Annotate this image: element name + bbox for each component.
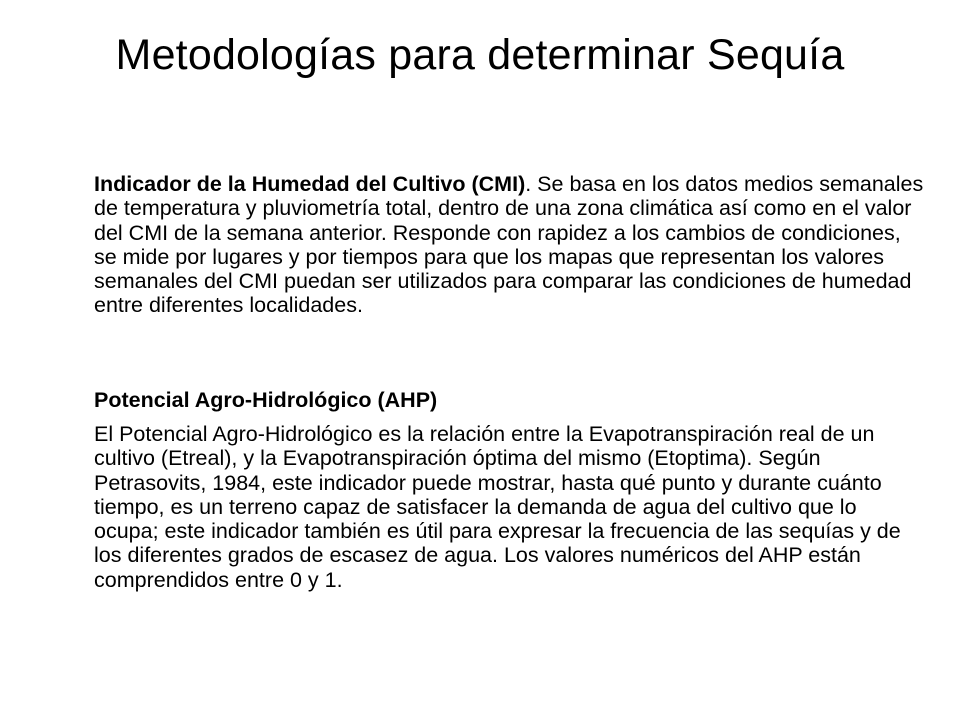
ahp-heading: Potencial Agro-Hidrológico (AHP) xyxy=(94,388,438,412)
cmi-paragraph xyxy=(94,172,924,318)
cmi-heading: Indicador de la Humedad del Cultivo (CMI) xyxy=(94,172,526,196)
slide-title: Metodologías para determinar Sequía xyxy=(115,31,845,79)
ahp-description: El Potencial Agro-Hidrológico es la relación entre la Evapotranspiración real de un cultivo (Etreal), y la Evapotranspiración óptima del mismo (Etoptima). Según Petrasovits, 1984, este indicador puede mostrar, hasta qué punto y durante cuánto tiempo, es un terreno capaz de satisfacer la demanda de agua del cultivo que lo ocupa; este indicador también es útil para expresar la frecuencia de las sequías y de los diferentes grados de escasez de agua. Los valores numéricos del AHP están comprendidos entre 0 y 1. xyxy=(94,422,901,592)
cmi-description: . Se basa en los datos medios semanales de temperatura y pluviometría total, dentro de una zona climática así como en el valor del CMI de la semana anterior. Responde con rapidez a los cambios de condiciones, se mide por lugares y por tiempos para que los mapas que representan los valores semanales del CMI puedan ser utilizados para comparar las condiciones de humedad entre diferentes localidades. xyxy=(94,172,924,318)
